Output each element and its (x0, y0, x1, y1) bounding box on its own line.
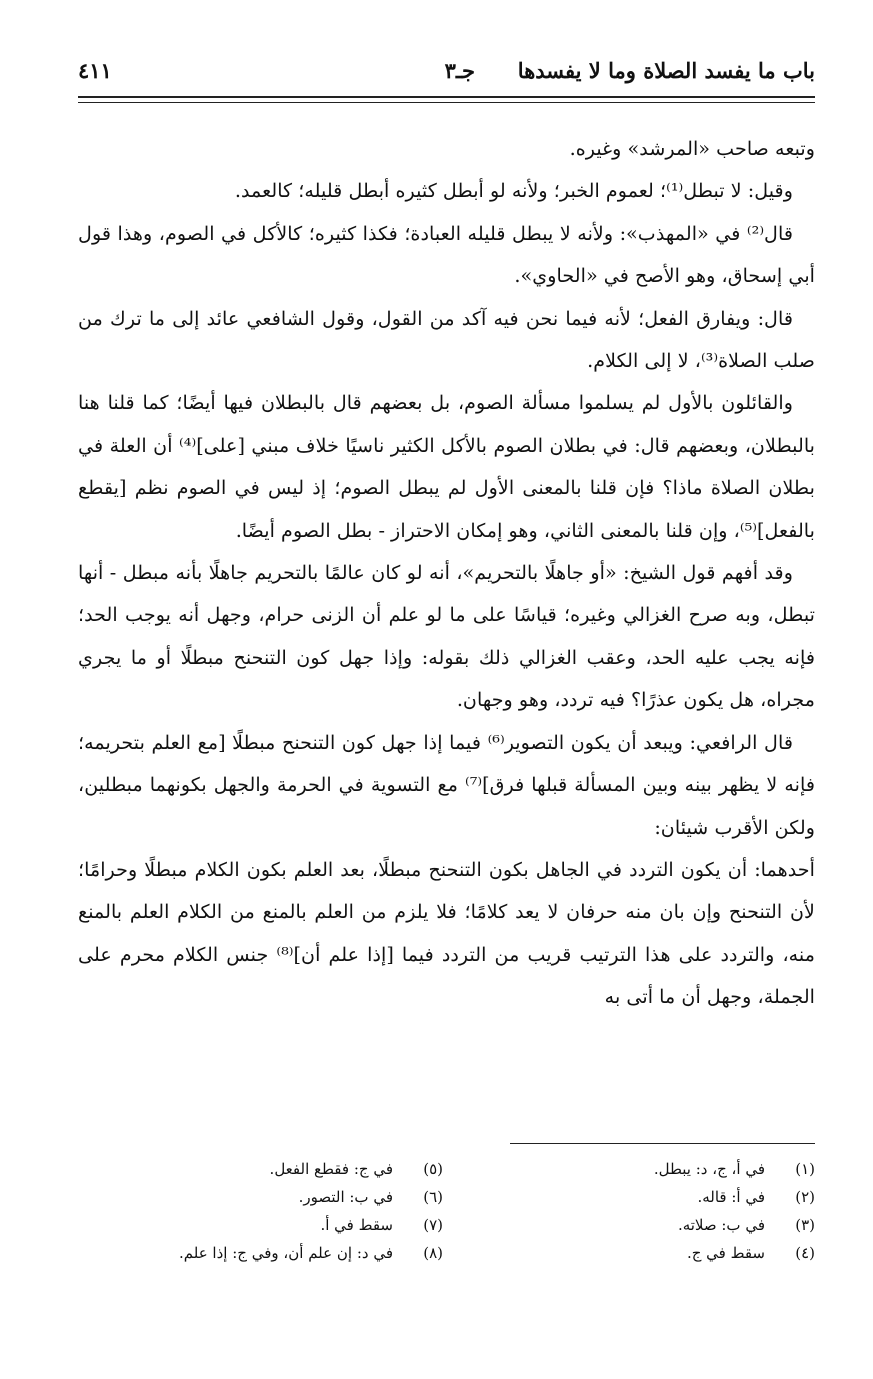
footnote (455, 1239, 815, 1267)
footnote-number: (٣) (795, 1216, 815, 1234)
footnote-text: في ب: صلاته. (677, 1216, 765, 1234)
running-header (78, 58, 815, 94)
footnote (63, 1155, 443, 1183)
footnote (63, 1183, 443, 1211)
footnote-number: (١) (795, 1160, 815, 1178)
footnotes-column-right (455, 1155, 815, 1267)
footnote-text: في أ: قاله. (697, 1188, 765, 1206)
main-text (78, 128, 815, 1019)
footnote-separator (510, 1143, 815, 1144)
header-rule-thin (78, 102, 815, 103)
paragraph: أحدهما: أن يكون التردد في الجاهل بكون التنحنح مبطلًا، بعد العلم بكون الكلام مبطلًا وحرامًا؛ لأن التنحنح وإن بان منه حرفان لا يعد كلامًا؛ فلا يلزم من العلم بالمنع من الكلام العلم بالمنع منه، والتردد على هذا الترتيب قريب من التردد فيما [إذا علم أن]⁽⁸⁾ جنس الكلام محرم على الجملة، وجهل أن ما أتى به (78, 857, 815, 1009)
paragraph: وقد أفهم قول الشيخ: «أو جاهلًا بالتحريم»، أنه لو كان عالمًا بالتحريم جاهلًا بأنه مبطل - أنها تبطل، وبه صرح الغزالي وغيره؛ قياسًا على ما لو علم أن الزنى حرام، وجهل أنه يوجب الحد؛ فإنه يجب عليه الحد، وعقب الغزالي ذلك بقوله: وإذا جهل كون التنحنح مبطلًا أو ما يجري مجراه، هل يكون عذرًا؟ فيه تردد، وهو وجهان. (78, 561, 815, 712)
footnote-number: (٧) (423, 1216, 443, 1234)
footnote-number: (٨) (423, 1244, 443, 1262)
paragraph: قال: ويفارق الفعل؛ لأنه فيما نحن فيه آكد من القول، وقول الشافعي عائد إلى ما ترك من صلب الصلاة⁽³⁾، لا إلى الكلام. (78, 306, 815, 373)
footnote-number: (٥) (423, 1160, 443, 1178)
paragraph: وتبعه صاحب «المرشد» وغيره. (569, 137, 815, 160)
paragraph: والقائلون بالأول لم يسلموا مسألة الصوم، بل بعضهم قال بالبطلان فيها أيضًا؛ كما قلنا هنا بالبطلان، وبعضهم قال: في بطلان الصوم بالأكل الكثير ناسيًا خلاف مبني [على]⁽⁴⁾ أن العلة في بطلان الصلاة ماذا؟ فإن قلنا بالمعنى الأول لم يبطل الصوم؛ إذ ليس في الصوم نظم [يقطع بالفعل]⁽⁵⁾، وإن قلنا بالمعنى الثاني، وهو إمكان الاحتراز - بطل الصوم أيضًا. (78, 391, 816, 542)
footnote (455, 1183, 815, 1211)
footnote (63, 1211, 443, 1239)
footnote (455, 1211, 815, 1239)
footnote-text: في ب: التصور. (298, 1188, 393, 1206)
footnote-text: سقط في أ. (320, 1216, 393, 1234)
footnote-text: في ج: فقطع الفعل. (269, 1160, 393, 1178)
footnote-number: (٦) (423, 1188, 443, 1206)
paragraph: قال الرافعي: ويبعد أن يكون التصوير⁽⁶⁾ فيما إذا جهل كون التنحنح مبطلًا [مع العلم بتحريمه؛ فإنه لا يظهر بينه وبين المسألة قبلها فرق]⁽⁷⁾ مع التسوية في الحرمة والجهل بكونهما مبطلين، ولكن الأقرب شيئان: (78, 730, 815, 839)
chapter-title: باب ما يفسد الصلاة وما لا يفسدها (517, 58, 815, 83)
footnote-text: في د: إن علم أن، وفي ج: إذا علم. (179, 1244, 393, 1262)
paragraph: وقيل: لا تبطل⁽¹⁾؛ لعموم الخبر؛ ولأنه لو أبطل كثيره أبطل قليله؛ كالعمد. (234, 179, 793, 203)
volume-label: جـ٣ (444, 58, 475, 83)
header-rule-thick (78, 96, 815, 98)
footnote (455, 1155, 815, 1183)
footnote-text: في أ، ج، د: يبطل. (653, 1160, 765, 1178)
footnote-number: (٤) (795, 1244, 815, 1262)
paragraph: قال⁽²⁾ في «المهذب»: ولأنه لا يبطل قليله العبادة؛ فكذا كثيره؛ كالأكل في الصوم، وهذا قول أبي إسحاق، وهو الأصح في «الحاوي». (78, 221, 815, 288)
footnote-text: سقط في ج. (686, 1244, 765, 1262)
footnote (63, 1239, 443, 1267)
footnotes-column-left (63, 1155, 443, 1267)
page-number: ٤١١ (78, 58, 112, 83)
footnote-number: (٢) (795, 1188, 815, 1206)
